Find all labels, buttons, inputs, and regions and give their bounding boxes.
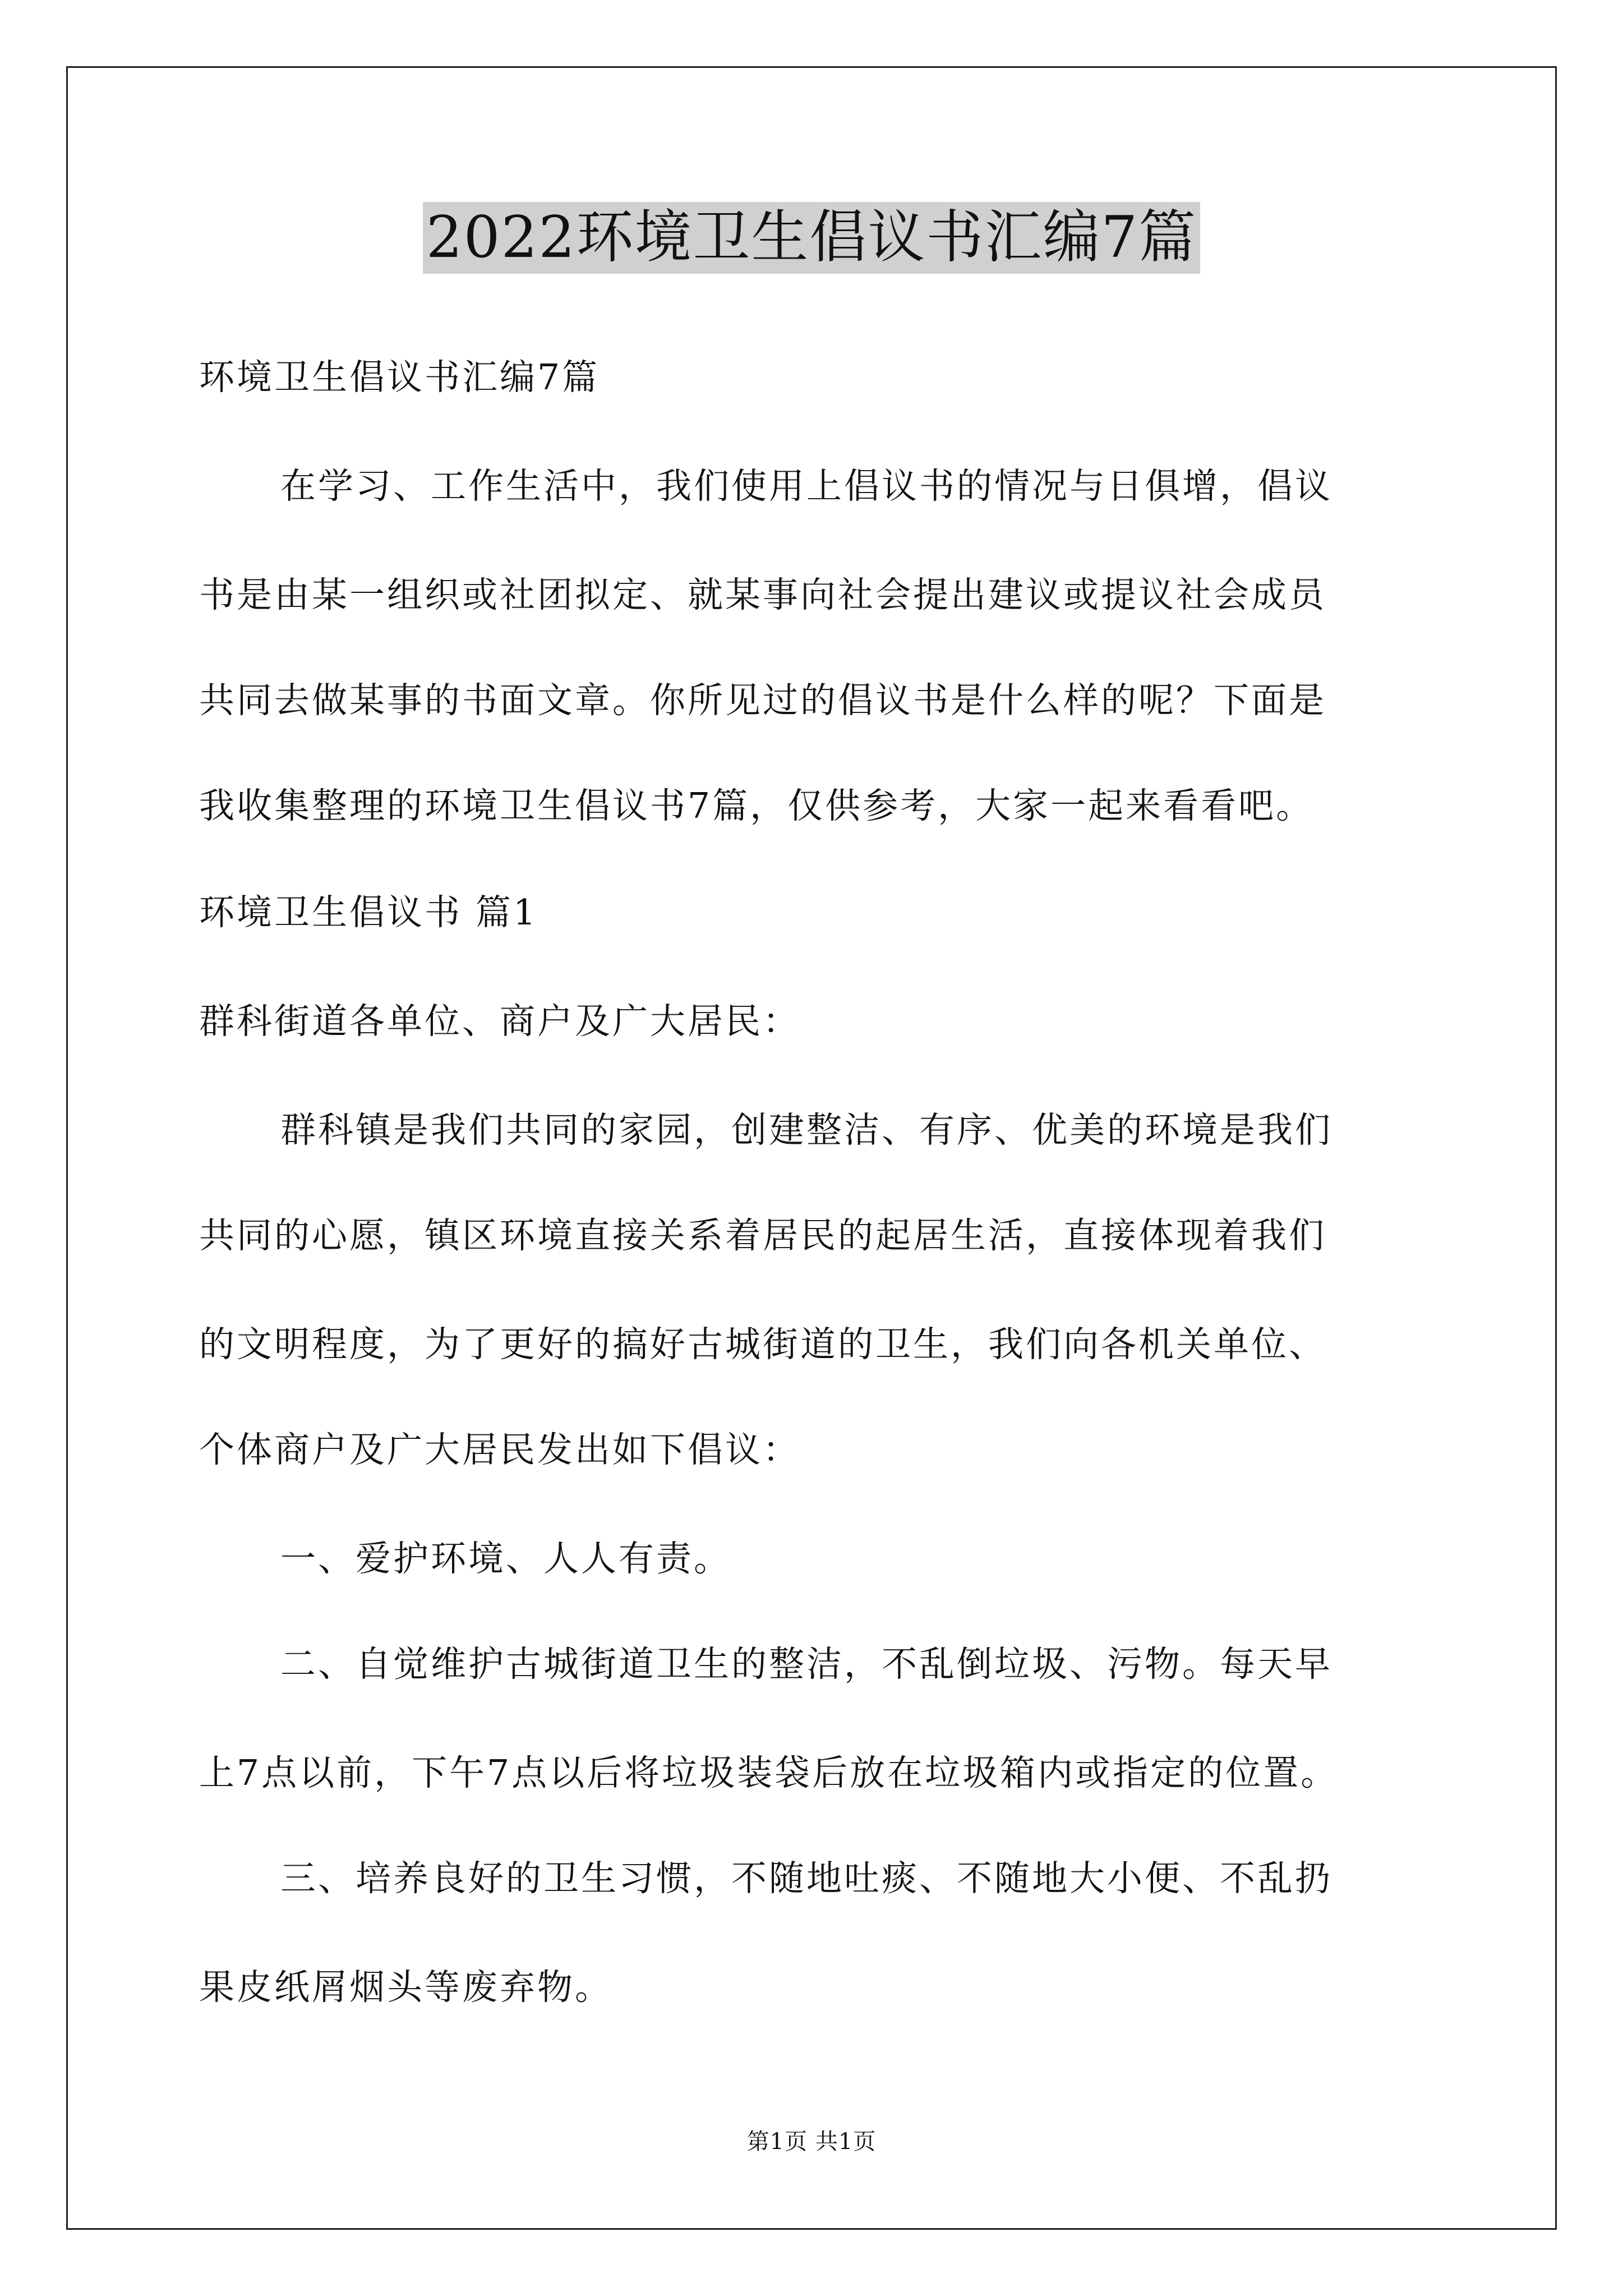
paragraph-line: 共同去做某事的书面文章。你所见过的倡议书是什么样的呢？下面是 (199, 680, 1326, 721)
paragraph-line: 个体商户及广大居民发出如下倡议： (199, 1429, 800, 1470)
list-item: 一、爱护环境、人人有责。 (280, 1538, 731, 1579)
document-title: 2022环境卫生倡议书汇编7篇 (423, 202, 1200, 274)
page-number: 第1页 共1页 (746, 2129, 877, 2155)
document-subtitle: 环境卫生倡议书汇编7篇 (199, 357, 600, 398)
paragraph-line: 的文明程度，为了更好的搞好古城街道的卫生，我们向各机关单位、 (199, 1324, 1326, 1365)
paragraph-line: 群科镇是我们共同的家园，创建整洁、有序、优美的环境是我们 (280, 1110, 1332, 1151)
salutation: 群科街道各单位、商户及广大居民： (199, 1001, 800, 1042)
paragraph-line: 我收集整理的环境卫生倡议书7篇，仅供参考，大家一起来看看吧。 (199, 785, 1314, 826)
paragraph-line: 共同的心愿，镇区环境直接关系着居民的起居生活，直接体现着我们 (199, 1215, 1326, 1256)
paragraph-line: 上7点以前，下午7点以后将垃圾装袋后放在垃圾箱内或指定的位置。 (199, 1752, 1339, 1793)
paragraph-line: 果皮纸屑烟头等废弃物。 (199, 1967, 612, 2008)
paragraph-line: 在学习、工作生活中，我们使用上倡议书的情况与日俱增，倡议 (280, 466, 1332, 507)
title-container (0, 202, 1623, 274)
list-item: 三、培养良好的卫生习惯，不随地吐痰、不随地大小便、不乱扔 (280, 1858, 1332, 1899)
list-item: 二、自觉维护古城街道卫生的整洁，不乱倒垃圾、污物。每天早 (280, 1644, 1332, 1685)
section-heading: 环境卫生倡议书 篇1 (199, 892, 538, 933)
paragraph-line: 书是由某一组织或社团拟定、就某事向社会提出建议或提议社会成员 (199, 574, 1326, 615)
